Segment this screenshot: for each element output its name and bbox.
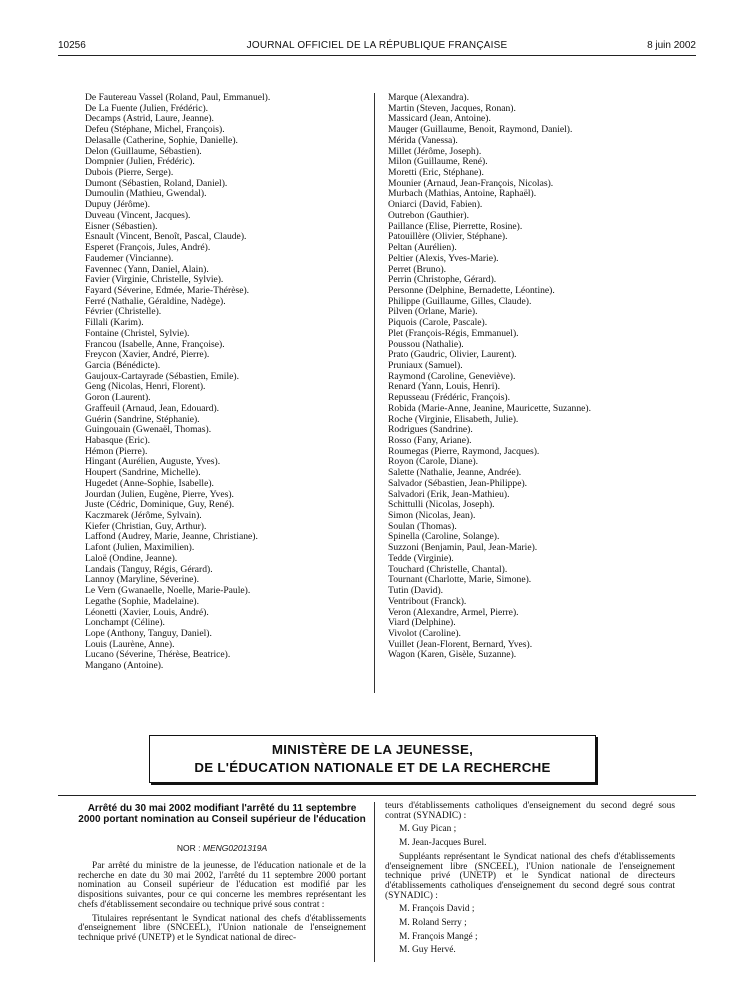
name-entry: Schittulli (Nicolas, Joseph). xyxy=(388,499,495,511)
name-entry: Jourdan (Julien, Eugène, Pierre, Yves). xyxy=(85,488,234,500)
member-item: M. Jean-Jacques Burel. xyxy=(399,838,487,849)
name-entry: Hémon (Pierre). xyxy=(85,445,148,457)
article-paragraph: Suppléants représentant le Syndicat national des chefs d'établissements d'enseignement libre (SNCEEL), l'Union nationale de l'enseignement technique privé (UNETP) et le Syndicat national de directeurs d'établissements catholiques d'enseignement du second degré sous contrat (SYNADIC) : xyxy=(385,851,675,901)
name-entry: Simon (Nicolas, Jean). xyxy=(388,510,476,522)
name-entry: Le Vern (Gwanaelle, Noelle, Marie-Paule). xyxy=(85,585,251,597)
name-entry: Paillance (Elise, Pierrette, Rosine). xyxy=(388,220,523,232)
name-entry: Mangano (Antoine). xyxy=(85,660,164,672)
name-entry: Favennec (Yann, Daniel, Alain). xyxy=(85,263,209,275)
article-body-right xyxy=(385,802,675,960)
name-entry: Repusseau (Frédéric, François). xyxy=(388,392,511,404)
name-entry: Perret (Bruno). xyxy=(388,263,447,275)
name-entry: Esperet (François, Jules, André). xyxy=(85,242,211,254)
name-entry: Massicard (Jean, Antoine). xyxy=(388,113,491,125)
member-item: M. François David ; xyxy=(399,904,475,915)
name-entry: Lannoy (Maryline, Séverine). xyxy=(85,574,200,586)
article-title: Arrêté du 30 mai 2002 modifiant l'arrêté du 11 septembre 2000 portant nomination au Conseil supérieur de l'éducation xyxy=(78,803,366,825)
name-entry: Delon (Guillaume, Sébastien). xyxy=(85,145,202,157)
name-entry: Lucano (Séverine, Thérèse, Beatrice). xyxy=(85,649,231,661)
name-entry: Delasalle (Catherine, Sophie, Danielle). xyxy=(85,134,238,146)
name-entry: Wagon (Karen, Gisèle, Suzanne). xyxy=(388,649,517,661)
nor-label: NOR : xyxy=(176,843,201,853)
name-entry: Vuillet (Jean-Florent, Bernard, Yves). xyxy=(388,638,533,650)
name-entry: Ventribout (Franck). xyxy=(388,595,467,607)
name-entry: Peltier (Alexis, Yves-Marie). xyxy=(388,252,499,264)
ministry-heading-box xyxy=(149,735,596,783)
name-entry: Marque (Alexandra). xyxy=(388,92,469,103)
name-entry: Lafont (Julien, Maximilien). xyxy=(85,542,195,554)
name-entry: Oniarci (David, Fabien). xyxy=(388,199,483,211)
name-entry: Spinella (Caroline, Solange). xyxy=(388,531,500,543)
name-entry: Suzzoni (Benjamin, Paul, Jean-Marie). xyxy=(388,542,538,554)
name-entry: Garcia (Bénédicte). xyxy=(85,359,161,371)
name-entry: Moretti (Eric, Stéphane). xyxy=(388,167,484,179)
page-header xyxy=(58,40,696,56)
name-entry: Veron (Alexandre, Armel, Pierre). xyxy=(388,606,519,618)
name-entry: Juste (Cédric, Dominique, Guy, René). xyxy=(85,499,235,511)
name-entry: Landais (Tanguy, Régis, Gérard). xyxy=(85,563,213,575)
header-rule xyxy=(58,55,696,56)
member-item: M. Guy Hervé. xyxy=(399,945,456,956)
name-entry: Hingant (Aurélien, Auguste, Yves). xyxy=(85,456,221,468)
name-entry: Laloë (Ondine, Jeanne). xyxy=(85,552,178,564)
publication-date: 8 juin 2002 xyxy=(647,40,696,51)
name-entry: Kaczmarek (Jérôme, Sylvain). xyxy=(85,510,202,522)
name-entry: Louis (Laurène, Anne). xyxy=(85,638,175,650)
name-entry: Roumegas (Pierre, Raymond, Jacques). xyxy=(388,445,540,457)
name-entry: Léonetti (Xavier, Louis, André). xyxy=(85,606,209,618)
name-entry: Peltan (Aurélien). xyxy=(388,242,457,254)
name-entry: Philippe (Guillaume, Gilles, Claude). xyxy=(388,295,532,307)
name-entry: Personne (Delphine, Bernadette, Léontine). xyxy=(388,284,555,296)
name-list-left xyxy=(85,93,270,672)
name-list-right xyxy=(388,93,591,661)
article-body-left xyxy=(78,862,366,948)
name-entry: Mérida (Vanessa). xyxy=(388,134,458,146)
name-entry: Favier (Virginie, Christelle, Sylvie). xyxy=(85,274,224,286)
name-entry: Lonchampt (Céline). xyxy=(85,617,165,629)
ministry-heading-line1: MINISTÈRE DE LA JEUNESSE, xyxy=(271,742,474,757)
name-entry: Tutin (David). xyxy=(388,585,444,597)
column-divider xyxy=(374,93,375,693)
name-entry: Rodrigues (Sandrine). xyxy=(388,424,473,436)
name-entry: Kiefer (Christian, Guy, Arthur). xyxy=(85,520,207,532)
name-entry: Prato (Gaudric, Olivier, Laurent). xyxy=(388,349,517,361)
name-entry: Mounier (Arnaud, Jean-François, Nicolas). xyxy=(388,177,554,189)
name-entry: Hugedet (Anne-Sophie, Isabelle). xyxy=(85,477,214,489)
name-entry: Duveau (Vincent, Jacques). xyxy=(85,209,191,221)
name-entry: Defeu (Stéphane, Michel, François). xyxy=(85,124,225,136)
name-entry: Viard (Delphine). xyxy=(388,617,456,629)
name-entry: Pruniaux (Samuel). xyxy=(388,359,463,371)
name-entry: Lope (Anthony, Tanguy, Daniel). xyxy=(85,627,212,639)
name-entry: Guérin (Sandrine, Stéphanie). xyxy=(85,413,200,425)
journal-title: JOURNAL OFFICIEL DE LA RÉPUBLIQUE FRANÇAISE xyxy=(246,40,508,51)
name-entry: Freycon (Xavier, André, Pierre). xyxy=(85,349,210,361)
name-entry: Pilven (Orlane, Marie). xyxy=(388,306,478,318)
name-entry: Outrebon (Gauthier). xyxy=(388,209,469,221)
name-entry: Geng (Nicolas, Henri, Florent). xyxy=(85,381,206,393)
name-entry: Murbach (Mathias, Antoine, Raphaël). xyxy=(388,188,537,200)
member-item: M. François Mangé ; xyxy=(399,931,478,942)
name-entry: Tournant (Charlotte, Marie, Simone). xyxy=(388,574,532,586)
name-entry: Février (Christelle). xyxy=(85,306,162,318)
name-entry: Dumont (Sébastien, Roland, Daniel). xyxy=(85,177,228,189)
name-entry: Laffond (Audrey, Marie, Jeanne, Christiane). xyxy=(85,531,258,543)
name-entry: Robida (Marie-Anne, Jeanine, Mauricette, Suzanne). xyxy=(388,402,591,414)
name-entry: Gaujoux-Cartayrade (Sébastien, Emile). xyxy=(85,370,239,382)
name-entry: Tedde (Virginie). xyxy=(388,552,454,564)
name-entry: Plet (François-Régis, Emmanuel). xyxy=(388,327,519,339)
ministry-heading-line2: DE L'ÉDUCATION NATIONALE ET DE LA RECHERCHE xyxy=(194,760,551,775)
name-entry: Fayard (Séverine, Edmée, Marie-Thérèse). xyxy=(85,284,250,296)
name-entry: Perrin (Christophe, Gérard). xyxy=(388,274,497,286)
article-paragraph: Titulaires représentant le Syndicat national des chefs d'établissements d'enseignement libre (SNCEEL), l'Union nationale de l'enseignement technique privé (UNETP) et le Syndicat national de direc- xyxy=(78,913,366,943)
name-entry: De Fautereau Vassel (Roland, Paul, Emmanuel). xyxy=(85,92,271,103)
section-rule xyxy=(58,795,696,796)
name-entry: De La Fuente (Julien, Frédéric). xyxy=(85,102,209,114)
name-entry: Francou (Isabelle, Anne, Françoise). xyxy=(85,338,225,350)
name-entry: Martin (Steven, Jacques, Ronan). xyxy=(388,102,516,114)
name-entry: Fontaine (Christel, Sylvie). xyxy=(85,327,190,339)
name-entry: Royon (Carole, Diane). xyxy=(388,456,479,468)
name-entry: Guingouain (Gwenaël, Thomas). xyxy=(85,424,212,436)
name-entry: Poussou (Nathalie). xyxy=(388,338,464,350)
name-entry: Legathe (Sophie, Madelaine). xyxy=(85,595,200,607)
nor-code: MENG0201319A xyxy=(202,843,268,853)
name-entry: Millet (Jérôme, Joseph). xyxy=(388,145,482,157)
name-entry: Esnault (Vincent, Benoît, Pascal, Claude). xyxy=(85,231,247,243)
name-entry: Houpert (Sandrine, Michelle). xyxy=(85,467,201,479)
article-paragraph: teurs d'établissements catholiques d'enseignement du second degré sous contrat (SYNADIC) : xyxy=(385,801,675,821)
column-divider xyxy=(374,802,375,962)
name-entry: Habasque (Eric). xyxy=(85,435,150,446)
article-paragraph: Par arrêté du ministre de la jeunesse, de l'éducation nationale et de la recherche en date du 30 mai 2002, l'arrêté du 11 septembre 2000 portant nomination au Conseil supérieur de l'éducation est modifié par les dispositions suivantes, pour ce qui concerne les membres représentant les chefs d'établissement secondaire ou technique privé sous contrat : xyxy=(78,861,366,910)
name-entry: Rosso (Fany, Ariane). xyxy=(388,435,472,446)
name-entry: Soulan (Thomas). xyxy=(388,520,457,532)
name-entry: Ferré (Nathalie, Géraldine, Nadège). xyxy=(85,295,226,307)
name-entry: Goron (Laurent). xyxy=(85,392,151,404)
name-entry: Vivolot (Caroline). xyxy=(388,627,461,639)
name-entry: Raymond (Caroline, Geneviève). xyxy=(388,370,516,382)
name-entry: Milon (Guillaume, René). xyxy=(388,156,488,168)
name-entry: Patouillère (Olivier, Stéphane). xyxy=(388,231,508,243)
name-entry: Salvador (Sébastien, Jean-Philippe). xyxy=(388,477,528,489)
name-entry: Decamps (Astrid, Laure, Jeanne). xyxy=(85,113,214,125)
name-entry: Fillali (Karim). xyxy=(85,317,144,329)
name-entry: Piquois (Carole, Pascale). xyxy=(388,317,488,329)
name-entry: Roche (Virginie, Elisabeth, Julie). xyxy=(388,413,519,425)
page-number: 10256 xyxy=(58,40,86,51)
name-entry: Graffeuil (Arnaud, Jean, Edouard). xyxy=(85,402,220,414)
name-entry: Dumoulin (Mathieu, Gwendal). xyxy=(85,188,207,200)
member-item: M. Roland Serry ; xyxy=(399,918,467,929)
name-entry: Faudemer (Vincianne). xyxy=(85,252,174,264)
name-entry: Renard (Yann, Louis, Henri). xyxy=(388,381,500,393)
name-entry: Mauger (Guillaume, Benoit, Raymond, Daniel). xyxy=(388,124,573,136)
name-entry: Dubois (Pierre, Serge). xyxy=(85,167,174,179)
name-entry: Dupuy (Jérôme). xyxy=(85,199,151,211)
name-entry: Salvadori (Erik, Jean-Mathieu). xyxy=(388,488,510,500)
nor-reference xyxy=(78,843,366,853)
name-entry: Touchard (Christelle, Chantal). xyxy=(388,563,508,575)
name-entry: Dompnier (Julien, Frédéric). xyxy=(85,156,195,168)
name-entry: Salette (Nathalie, Jeanne, Andrée). xyxy=(388,467,522,479)
member-item: M. Guy Pican ; xyxy=(399,824,457,835)
name-entry: Eisner (Sébastien). xyxy=(85,220,158,232)
